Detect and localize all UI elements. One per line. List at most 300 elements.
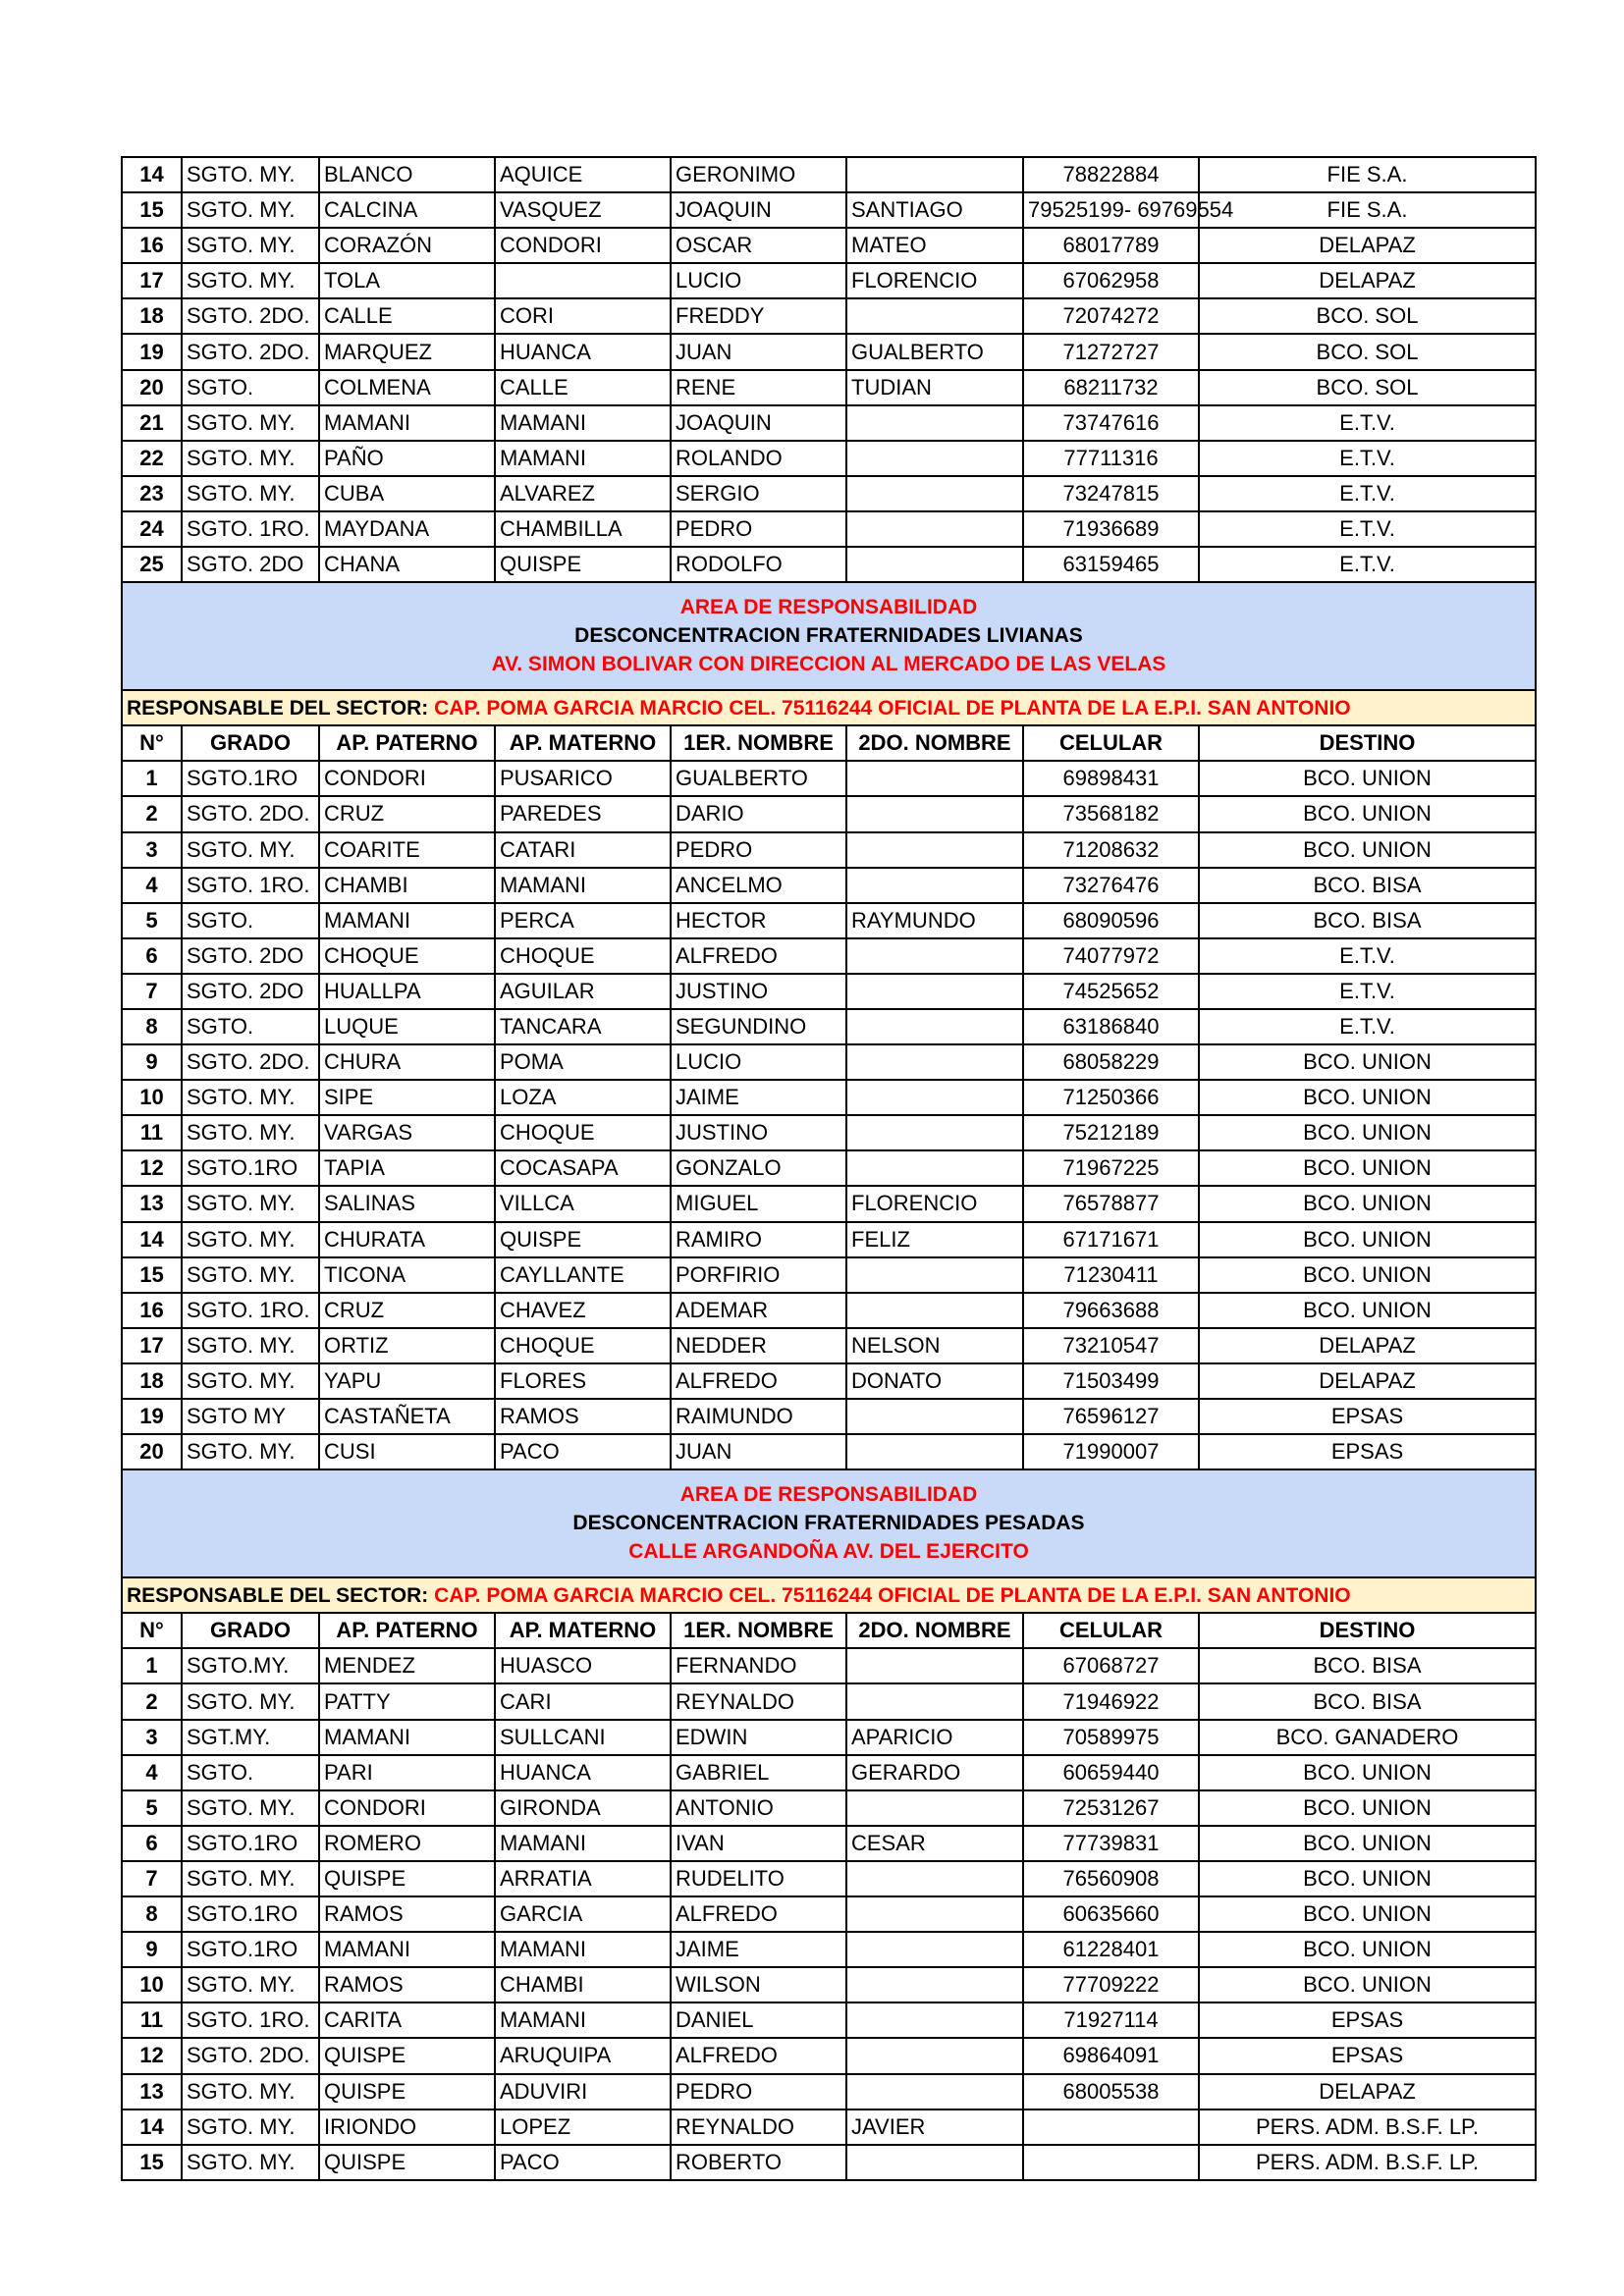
cell-destino: BCO. UNION	[1199, 1186, 1536, 1221]
cell-destino: BCO. UNION	[1199, 1115, 1536, 1150]
cell-materno: CATARI	[495, 832, 671, 868]
cell-grado: SGTO. 1RO.	[182, 2002, 319, 2038]
cell-nombre2	[846, 476, 1023, 511]
cell-nombre2	[846, 157, 1023, 192]
area-banner-cell	[122, 1469, 1536, 1577]
cell-n: 10	[122, 1080, 182, 1115]
table-row	[122, 476, 1536, 511]
cell-grado: SGTO. MY.	[182, 1861, 319, 1896]
table-row	[122, 1755, 1536, 1790]
cell-nombre1: JUSTINO	[671, 1115, 846, 1150]
cell-paterno: CONDORI	[319, 1790, 495, 1826]
table-row	[122, 228, 1536, 263]
cell-destino: BCO. UNION	[1199, 1150, 1536, 1186]
cell-n: 13	[122, 1186, 182, 1221]
cell-nombre1: IVAN	[671, 1826, 846, 1861]
cell-nombre1: SEGUNDINO	[671, 1009, 846, 1044]
cell-celular: 68017789	[1023, 228, 1199, 263]
cell-paterno: CRUZ	[319, 796, 495, 831]
cell-paterno: QUISPE	[319, 2145, 495, 2180]
table-row	[122, 1009, 1536, 1044]
cell-nombre1: NEDDER	[671, 1328, 846, 1363]
cell-celular: 74525652	[1023, 974, 1199, 1009]
cell-n: 2	[122, 796, 182, 831]
cell-nombre2: GERARDO	[846, 1755, 1023, 1790]
cell-materno: ADUVIRI	[495, 2074, 671, 2109]
cell-n: 18	[122, 1363, 182, 1399]
cell-materno	[495, 263, 671, 298]
cell-paterno: CHURATA	[319, 1222, 495, 1257]
cell-nombre2	[846, 868, 1023, 903]
cell-paterno: QUISPE	[319, 2074, 495, 2109]
cell-paterno: CHANA	[319, 547, 495, 582]
cell-destino: BCO. BISA	[1199, 868, 1536, 903]
cell-n: 24	[122, 511, 182, 547]
cell-nombre2: RAYMUNDO	[846, 903, 1023, 938]
cell-n: 4	[122, 868, 182, 903]
cell-nombre2	[846, 2002, 1023, 2038]
area-banner	[122, 582, 1536, 690]
cell-destino: BCO. UNION	[1199, 1257, 1536, 1293]
cell-n: 11	[122, 1115, 182, 1150]
cell-nombre2	[846, 832, 1023, 868]
sector-responsible-label: RESPONSABLE DEL SECTOR:	[127, 696, 429, 720]
cell-nombre1: HECTOR	[671, 903, 846, 938]
cell-destino: BCO. UNION	[1199, 1932, 1536, 1967]
cell-materno: PUSARICO	[495, 761, 671, 796]
cell-nombre2: JAVIER	[846, 2109, 1023, 2145]
table-row	[122, 974, 1536, 1009]
cell-nombre1: RODOLFO	[671, 547, 846, 582]
cell-grado: SGTO.MY.	[182, 1648, 319, 1683]
cell-nombre2	[846, 1257, 1023, 1293]
cell-nombre2: SANTIAGO	[846, 192, 1023, 228]
cell-grado: SGTO.	[182, 903, 319, 938]
cell-nombre2	[846, 1434, 1023, 1469]
cell-nombre2: MATEO	[846, 228, 1023, 263]
cell-n: 14	[122, 2109, 182, 2145]
cell-nombre1: GABRIEL	[671, 1755, 846, 1790]
cell-paterno: TICONA	[319, 1257, 495, 1293]
cell-celular: 77709222	[1023, 1967, 1199, 2002]
cell-paterno: PATTY	[319, 1683, 495, 1719]
cell-grado: SGTO. MY.	[182, 2109, 319, 2145]
cell-materno: PAREDES	[495, 796, 671, 831]
cell-n: 14	[122, 157, 182, 192]
cell-nombre2	[846, 511, 1023, 547]
table-row	[122, 1648, 1536, 1683]
cell-nombre1: ALFREDO	[671, 2038, 846, 2073]
cell-nombre2	[846, 1861, 1023, 1896]
cell-nombre2: APARICIO	[846, 1720, 1023, 1755]
cell-nombre1: PEDRO	[671, 832, 846, 868]
cell-nombre1: JUAN	[671, 1434, 846, 1469]
cell-nombre1: PEDRO	[671, 2074, 846, 2109]
cell-grado: SGTO. MY.	[182, 2074, 319, 2109]
column-header: 2DO. NOMBRE	[846, 725, 1023, 761]
cell-nombre1: SERGIO	[671, 476, 846, 511]
table-row	[122, 1932, 1536, 1967]
table-row	[122, 1257, 1536, 1293]
cell-celular: 70589975	[1023, 1720, 1199, 1755]
cell-paterno: CHURA	[319, 1044, 495, 1080]
cell-destino: BCO. UNION	[1199, 1790, 1536, 1826]
cell-paterno: CORAZÓN	[319, 228, 495, 263]
sector-responsible-text: CAP. POMA GARCIA MARCIO CEL. 75116244 OFICIAL DE PLANTA DE LA E.P.I. SAN ANTONIO	[428, 696, 1351, 720]
cell-nombre2	[846, 1967, 1023, 2002]
table-row	[122, 370, 1536, 405]
cell-nombre1: PEDRO	[671, 511, 846, 547]
table-row	[122, 263, 1536, 298]
table-row	[122, 761, 1536, 796]
cell-grado: SGTO.1RO	[182, 761, 319, 796]
cell-paterno: PAÑO	[319, 441, 495, 476]
table-row	[122, 2038, 1536, 2073]
cell-destino: E.T.V.	[1199, 511, 1536, 547]
cell-nombre1: EDWIN	[671, 1720, 846, 1755]
cell-n: 18	[122, 298, 182, 334]
cell-n: 25	[122, 547, 182, 582]
cell-grado: SGTO. 2DO	[182, 974, 319, 1009]
cell-celular: 79525199- 69769554	[1023, 192, 1199, 228]
cell-paterno: TAPIA	[319, 1150, 495, 1186]
table-row	[122, 441, 1536, 476]
area-title: AREA DE RESPONSABILIDAD	[679, 595, 978, 618]
cell-grado: SGTO. MY.	[182, 476, 319, 511]
cell-materno: CALLE	[495, 370, 671, 405]
cell-materno: CHAMBI	[495, 1967, 671, 2002]
cell-nombre1: RENE	[671, 370, 846, 405]
cell-grado: SGTO. MY.	[182, 441, 319, 476]
cell-n: 6	[122, 938, 182, 974]
cell-destino: E.T.V.	[1199, 441, 1536, 476]
cell-n: 12	[122, 1150, 182, 1186]
cell-destino: E.T.V.	[1199, 1009, 1536, 1044]
cell-paterno: MAMANI	[319, 903, 495, 938]
cell-celular: 69864091	[1023, 2038, 1199, 2073]
area-location: AV. SIMON BOLIVAR CON DIRECCION AL MERCADO DE LAS VELAS	[491, 652, 1166, 675]
cell-paterno: MARQUEZ	[319, 334, 495, 369]
cell-n: 2	[122, 1683, 182, 1719]
cell-nombre2	[846, 761, 1023, 796]
cell-nombre1: ALFREDO	[671, 938, 846, 974]
cell-destino: PERS. ADM. B.S.F. LP.	[1199, 2109, 1536, 2145]
table-row	[122, 334, 1536, 369]
column-header: N°	[122, 725, 182, 761]
cell-paterno: LUQUE	[319, 1009, 495, 1044]
cell-celular: 77711316	[1023, 441, 1199, 476]
cell-grado: SGTO.1RO	[182, 1150, 319, 1186]
cell-paterno: YAPU	[319, 1363, 495, 1399]
cell-materno: CHAVEZ	[495, 1293, 671, 1328]
cell-materno: HUANCA	[495, 334, 671, 369]
cell-n: 13	[122, 2074, 182, 2109]
table-row	[122, 1896, 1536, 1932]
column-header: N°	[122, 1613, 182, 1648]
cell-paterno: QUISPE	[319, 1861, 495, 1896]
cell-paterno: QUISPE	[319, 2038, 495, 2073]
column-header: 1ER. NOMBRE	[671, 725, 846, 761]
cell-nombre2	[846, 1896, 1023, 1932]
cell-nombre2	[846, 1115, 1023, 1150]
cell-paterno: CHAMBI	[319, 868, 495, 903]
cell-nombre1: JOAQUIN	[671, 405, 846, 441]
cell-nombre1: RUDELITO	[671, 1861, 846, 1896]
column-header: 2DO. NOMBRE	[846, 1613, 1023, 1648]
cell-nombre1: RAIMUNDO	[671, 1399, 846, 1434]
cell-destino: E.T.V.	[1199, 405, 1536, 441]
cell-destino: BCO. SOL	[1199, 334, 1536, 369]
cell-nombre2: FELIZ	[846, 1222, 1023, 1257]
cell-n: 12	[122, 2038, 182, 2073]
cell-grado: SGTO. MY.	[182, 263, 319, 298]
cell-materno: PACO	[495, 1434, 671, 1469]
cell-celular: 61228401	[1023, 1932, 1199, 1967]
cell-materno: MAMANI	[495, 868, 671, 903]
cell-destino: BCO. UNION	[1199, 832, 1536, 868]
cell-materno: SULLCANI	[495, 1720, 671, 1755]
cell-n: 19	[122, 1399, 182, 1434]
cell-celular: 63186840	[1023, 1009, 1199, 1044]
cell-grado: SGTO. MY.	[182, 405, 319, 441]
cell-celular: 71250366	[1023, 1080, 1199, 1115]
sector-responsible-label: RESPONSABLE DEL SECTOR:	[127, 1583, 429, 1607]
cell-destino: EPSAS	[1199, 2038, 1536, 2073]
table-row	[122, 796, 1536, 831]
cell-celular: 71208632	[1023, 832, 1199, 868]
cell-destino: E.T.V.	[1199, 476, 1536, 511]
cell-materno: CHOQUE	[495, 1115, 671, 1150]
cell-nombre2: FLORENCIO	[846, 263, 1023, 298]
cell-nombre2	[846, 2038, 1023, 2073]
sector-responsible-cell	[122, 1577, 1536, 1613]
cell-grado: SGTO.1RO	[182, 1896, 319, 1932]
cell-celular: 67062958	[1023, 263, 1199, 298]
cell-celular: 71927114	[1023, 2002, 1199, 2038]
cell-celular: 68058229	[1023, 1044, 1199, 1080]
column-header: AP. MATERNO	[495, 725, 671, 761]
cell-materno: CONDORI	[495, 228, 671, 263]
cell-celular: 71230411	[1023, 1257, 1199, 1293]
cell-paterno: PARI	[319, 1755, 495, 1790]
cell-materno: VASQUEZ	[495, 192, 671, 228]
cell-paterno: CALCINA	[319, 192, 495, 228]
cell-paterno: CUBA	[319, 476, 495, 511]
cell-celular: 60659440	[1023, 1755, 1199, 1790]
table-row	[122, 1826, 1536, 1861]
cell-nombre2	[846, 1293, 1023, 1328]
cell-grado: SGTO. 1RO.	[182, 511, 319, 547]
cell-nombre2: TUDIAN	[846, 370, 1023, 405]
cell-paterno: COARITE	[319, 832, 495, 868]
cell-materno: GIRONDA	[495, 1790, 671, 1826]
cell-grado: SGTO. 2DO.	[182, 334, 319, 369]
cell-grado: SGTO. MY.	[182, 228, 319, 263]
cell-celular: 71990007	[1023, 1434, 1199, 1469]
cell-celular: 73747616	[1023, 405, 1199, 441]
cell-n: 7	[122, 974, 182, 1009]
cell-n: 16	[122, 228, 182, 263]
column-header: 1ER. NOMBRE	[671, 1613, 846, 1648]
cell-celular: 73276476	[1023, 868, 1199, 903]
table-row	[122, 192, 1536, 228]
cell-grado: SGTO. MY.	[182, 1222, 319, 1257]
cell-destino: BCO. UNION	[1199, 1080, 1536, 1115]
cell-materno: LOPEZ	[495, 2109, 671, 2145]
cell-nombre2	[846, 1683, 1023, 1719]
cell-grado: SGTO. 2DO	[182, 547, 319, 582]
cell-paterno: MAMANI	[319, 405, 495, 441]
cell-n: 9	[122, 1044, 182, 1080]
cell-materno: LOZA	[495, 1080, 671, 1115]
cell-celular: 76578877	[1023, 1186, 1199, 1221]
cell-nombre1: ANCELMO	[671, 868, 846, 903]
table-row	[122, 1150, 1536, 1186]
cell-grado: SGTO. MY.	[182, 1115, 319, 1150]
cell-nombre1: ALFREDO	[671, 1363, 846, 1399]
cell-materno: CORI	[495, 298, 671, 334]
cell-nombre2: GUALBERTO	[846, 334, 1023, 369]
table-row	[122, 1720, 1536, 1755]
cell-materno: COCASAPA	[495, 1150, 671, 1186]
cell-celular: 77739831	[1023, 1826, 1199, 1861]
cell-destino: FIE S.A.	[1199, 157, 1536, 192]
cell-nombre1: RAMIRO	[671, 1222, 846, 1257]
cell-destino: BCO. UNION	[1199, 1755, 1536, 1790]
cell-paterno: ROMERO	[319, 1826, 495, 1861]
column-header: DESTINO	[1199, 725, 1536, 761]
cell-paterno: SALINAS	[319, 1186, 495, 1221]
cell-paterno: CASTAÑETA	[319, 1399, 495, 1434]
cell-n: 11	[122, 2002, 182, 2038]
cell-n: 15	[122, 2145, 182, 2180]
cell-nombre2	[846, 2074, 1023, 2109]
cell-grado: SGTO. MY.	[182, 1257, 319, 1293]
cell-celular: 73247815	[1023, 476, 1199, 511]
cell-destino: DELAPAZ	[1199, 1328, 1536, 1363]
cell-n: 6	[122, 1826, 182, 1861]
cell-paterno: MAMANI	[319, 1932, 495, 1967]
cell-nombre1: LUCIO	[671, 263, 846, 298]
table-row	[122, 1115, 1536, 1150]
column-header: AP. MATERNO	[495, 1613, 671, 1648]
table-row	[122, 2074, 1536, 2109]
personnel-table	[121, 156, 1537, 2181]
table-row	[122, 298, 1536, 334]
cell-grado: SGTO. MY.	[182, 1328, 319, 1363]
cell-materno: AGUILAR	[495, 974, 671, 1009]
cell-destino: E.T.V.	[1199, 938, 1536, 974]
cell-destino: PERS. ADM. B.S.F. LP.	[1199, 2145, 1536, 2180]
cell-grado: SGTO. MY.	[182, 1186, 319, 1221]
cell-n: 17	[122, 1328, 182, 1363]
cell-celular: 76596127	[1023, 1399, 1199, 1434]
sector-responsible-text: CAP. POMA GARCIA MARCIO CEL. 75116244 OFICIAL DE PLANTA DE LA E.P.I. SAN ANTONIO	[428, 1583, 1351, 1607]
cell-n: 19	[122, 334, 182, 369]
cell-grado: SGTO. 2DO.	[182, 298, 319, 334]
cell-nombre1: ANTONIO	[671, 1790, 846, 1826]
area-location: CALLE ARGANDOÑA AV. DEL EJERCITO	[628, 1539, 1029, 1563]
table-row	[122, 1967, 1536, 2002]
cell-nombre2	[846, 1399, 1023, 1434]
cell-grado: SGTO. 2DO.	[182, 2038, 319, 2073]
table-row	[122, 2145, 1536, 2180]
cell-nombre1: LUCIO	[671, 1044, 846, 1080]
sector-responsible-row	[122, 690, 1536, 725]
column-header-row	[122, 725, 1536, 761]
cell-nombre1: WILSON	[671, 1967, 846, 2002]
cell-nombre2	[846, 1790, 1023, 1826]
cell-nombre1: OSCAR	[671, 228, 846, 263]
cell-celular: 71503499	[1023, 1363, 1199, 1399]
cell-grado: SGTO. MY.	[182, 832, 319, 868]
cell-destino: BCO. SOL	[1199, 298, 1536, 334]
cell-grado: SGTO. 2DO.	[182, 796, 319, 831]
cell-materno: HUASCO	[495, 1648, 671, 1683]
cell-nombre1: REYNALDO	[671, 2109, 846, 2145]
cell-materno: GARCIA	[495, 1896, 671, 1932]
area-banner	[122, 1469, 1536, 1577]
cell-destino: EPSAS	[1199, 1434, 1536, 1469]
cell-celular: 73568182	[1023, 796, 1199, 831]
cell-celular: 75212189	[1023, 1115, 1199, 1150]
cell-paterno: IRIONDO	[319, 2109, 495, 2145]
cell-materno: ARUQUIPA	[495, 2038, 671, 2073]
cell-nombre1: JUAN	[671, 334, 846, 369]
cell-materno: MAMANI	[495, 1932, 671, 1967]
cell-grado: SGTO. MY.	[182, 1683, 319, 1719]
column-header: CELULAR	[1023, 725, 1199, 761]
cell-paterno: CHOQUE	[319, 938, 495, 974]
cell-paterno: ORTIZ	[319, 1328, 495, 1363]
cell-grado: SGTO. 2DO	[182, 938, 319, 974]
cell-materno: MAMANI	[495, 2002, 671, 2038]
column-header: DESTINO	[1199, 1613, 1536, 1648]
cell-celular: 79663688	[1023, 1293, 1199, 1328]
cell-n: 23	[122, 476, 182, 511]
cell-destino: E.T.V.	[1199, 974, 1536, 1009]
cell-celular	[1023, 2145, 1199, 2180]
cell-n: 1	[122, 1648, 182, 1683]
cell-destino: BCO. UNION	[1199, 761, 1536, 796]
cell-materno: PERCA	[495, 903, 671, 938]
cell-celular: 74077972	[1023, 938, 1199, 974]
cell-nombre1: JOAQUIN	[671, 192, 846, 228]
cell-nombre1: GUALBERTO	[671, 761, 846, 796]
cell-paterno: COLMENA	[319, 370, 495, 405]
cell-celular: 71967225	[1023, 1150, 1199, 1186]
cell-destino: DELAPAZ	[1199, 263, 1536, 298]
area-subtitle: DESCONCENTRACION FRATERNIDADES PESADAS	[572, 1511, 1085, 1534]
cell-materno: CAYLLANTE	[495, 1257, 671, 1293]
cell-n: 1	[122, 761, 182, 796]
table-row	[122, 938, 1536, 974]
cell-n: 20	[122, 1434, 182, 1469]
table-row	[122, 2002, 1536, 2038]
cell-n: 15	[122, 192, 182, 228]
cell-materno: RAMOS	[495, 1399, 671, 1434]
table-row	[122, 1363, 1536, 1399]
cell-nombre1: GONZALO	[671, 1150, 846, 1186]
cell-paterno: SIPE	[319, 1080, 495, 1115]
cell-n: 3	[122, 832, 182, 868]
cell-nombre1: ADEMAR	[671, 1293, 846, 1328]
cell-destino: BCO. BISA	[1199, 1648, 1536, 1683]
cell-paterno: BLANCO	[319, 157, 495, 192]
table-row	[122, 547, 1536, 582]
cell-n: 8	[122, 1896, 182, 1932]
cell-destino: BCO. SOL	[1199, 370, 1536, 405]
